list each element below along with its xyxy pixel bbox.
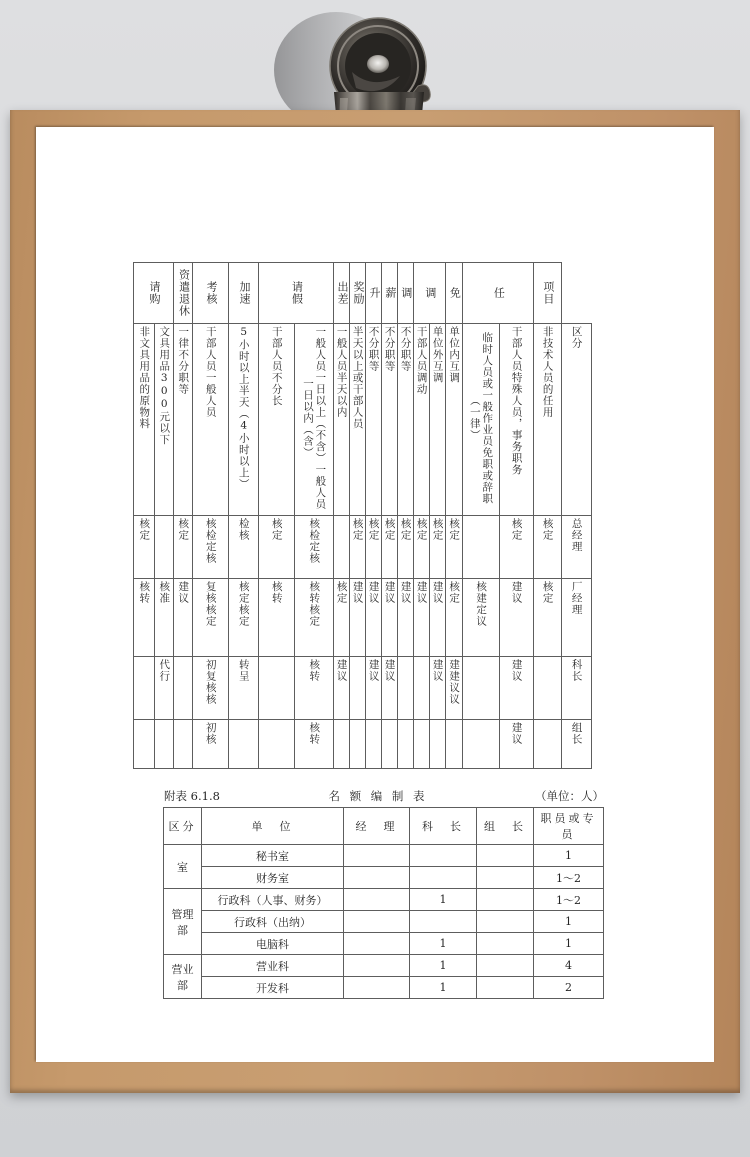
vertical-text: 资遣退休 bbox=[177, 269, 191, 317]
matrix-cell bbox=[349, 720, 365, 769]
roster-section-chief-cell: 1 bbox=[410, 889, 477, 911]
vertical-text: 一般人员一日以上（不含）一般人员一日以内（含） bbox=[302, 326, 327, 510]
vertical-text: 建议 bbox=[399, 581, 412, 605]
vertical-text: 核准 bbox=[158, 581, 171, 605]
matrix-cell bbox=[295, 579, 334, 657]
vertical-text: 核转 bbox=[138, 581, 151, 605]
roster-unit-cell: 行政科（人事、财务） bbox=[202, 889, 344, 911]
matrix-cell bbox=[397, 657, 413, 720]
matrix-cell bbox=[533, 516, 561, 579]
roster-manager-cell bbox=[344, 911, 410, 933]
matrix-scope-cell bbox=[413, 324, 429, 516]
vertical-text: 文具用品300元以下 bbox=[158, 326, 171, 446]
roster-section-cell: 管理部 bbox=[164, 889, 202, 955]
vertical-text: 核定 bbox=[541, 518, 554, 542]
vertical-text: 区分 bbox=[570, 326, 583, 349]
roster-column-header: 科 长 bbox=[410, 808, 477, 845]
matrix-cell bbox=[413, 516, 429, 579]
matrix-scope-cell bbox=[429, 324, 445, 516]
vertical-text: 非技术人员的任用 bbox=[541, 326, 554, 418]
matrix-cell bbox=[155, 657, 174, 720]
matrix-cell bbox=[397, 516, 413, 579]
matrix-cell bbox=[349, 657, 365, 720]
matrix-cell bbox=[193, 579, 229, 657]
roster-section-chief-cell: 1 bbox=[410, 977, 477, 999]
roster-manager-cell bbox=[344, 889, 410, 911]
vertical-text: 免 bbox=[448, 287, 462, 299]
matrix-scope-row bbox=[134, 324, 592, 516]
matrix-cell bbox=[397, 720, 413, 769]
table-row bbox=[164, 933, 604, 955]
matrix-cell bbox=[229, 657, 259, 720]
matrix-cell bbox=[295, 516, 334, 579]
vertical-text: 调 bbox=[399, 287, 413, 299]
vertical-text: 核定 bbox=[270, 518, 283, 542]
roster-staff-cell: 1 bbox=[534, 911, 604, 933]
vertical-text: 核建定议 bbox=[475, 581, 488, 628]
matrix-cell bbox=[462, 720, 499, 769]
matrix-group-header bbox=[349, 263, 365, 324]
matrix-cell bbox=[381, 516, 397, 579]
vertical-text: 非文具用品的原物料 bbox=[138, 326, 151, 430]
matrix-group-header bbox=[381, 263, 397, 324]
vertical-text: 代行 bbox=[158, 659, 171, 683]
vertical-text: 半天以上或干部人员 bbox=[351, 326, 364, 430]
vertical-text: 任 bbox=[492, 287, 506, 299]
matrix-cell bbox=[193, 516, 229, 579]
matrix-scope-cell bbox=[445, 324, 462, 516]
vertical-text: 核定 bbox=[177, 518, 190, 542]
matrix-group-header bbox=[445, 263, 462, 324]
roster-section-chief-cell: 1 bbox=[410, 955, 477, 977]
vertical-text: 核定 bbox=[399, 518, 412, 542]
matrix-cell bbox=[462, 516, 499, 579]
matrix-cell bbox=[462, 657, 499, 720]
vertical-text: 建议 bbox=[431, 659, 444, 683]
vertical-text: 核转 bbox=[270, 581, 283, 605]
roster-unit-cell: 财务室 bbox=[202, 867, 344, 889]
roster-manager-cell bbox=[344, 955, 410, 977]
vertical-text: 总经理 bbox=[570, 518, 583, 553]
roster-team-leader-cell bbox=[477, 911, 534, 933]
roster-manager-cell bbox=[344, 867, 410, 889]
roster-header-row bbox=[164, 808, 604, 845]
roster-column-header: 单 位 bbox=[202, 808, 344, 845]
roster-unit-cell: 开发科 bbox=[202, 977, 344, 999]
matrix-scope-cell bbox=[259, 324, 295, 516]
matrix-group-header bbox=[533, 263, 561, 324]
roster-manager-cell bbox=[344, 977, 410, 999]
vertical-text: 建议 bbox=[431, 581, 444, 605]
matrix-scope-cell bbox=[334, 324, 350, 516]
vertical-text: 核检定核 bbox=[204, 518, 217, 565]
roster-unit-cell: 电脑科 bbox=[202, 933, 344, 955]
vertical-text: 核定 bbox=[448, 518, 461, 542]
roster-manager-cell bbox=[344, 845, 410, 867]
vertical-text: 建议 bbox=[367, 659, 380, 683]
vertical-text: 建议 bbox=[335, 659, 348, 683]
matrix-cell bbox=[134, 657, 155, 720]
matrix-scope-cell bbox=[381, 324, 397, 516]
vertical-text: 不分职等 bbox=[383, 326, 396, 372]
vertical-text: 调 bbox=[423, 287, 437, 299]
vertical-text: 核定 bbox=[431, 518, 444, 542]
matrix-cell bbox=[429, 579, 445, 657]
vertical-text: 核定 bbox=[335, 581, 348, 605]
roster-unit-cell: 营业科 bbox=[202, 955, 344, 977]
vertical-text: 建议 bbox=[510, 722, 523, 746]
table-row bbox=[164, 911, 604, 933]
matrix-cell bbox=[193, 720, 229, 769]
matrix-cell bbox=[334, 579, 350, 657]
headcount-table bbox=[163, 807, 604, 999]
roster-column-header: 区分 bbox=[164, 808, 202, 845]
vertical-text: 一律不分职等 bbox=[177, 326, 190, 395]
matrix-cell bbox=[193, 657, 229, 720]
matrix-cell bbox=[334, 720, 350, 769]
roster-staff-cell: 4 bbox=[534, 955, 604, 977]
matrix-cell bbox=[295, 720, 334, 769]
matrix-cell bbox=[365, 579, 381, 657]
matrix-group-header bbox=[413, 263, 445, 324]
vertical-text: 核定 bbox=[510, 518, 523, 542]
matrix-cell bbox=[533, 579, 561, 657]
roster-column-header: 经 理 bbox=[344, 808, 410, 845]
roster-team-leader-cell bbox=[477, 889, 534, 911]
matrix-cell bbox=[349, 579, 365, 657]
matrix-cell bbox=[397, 579, 413, 657]
matrix-group-header bbox=[229, 263, 259, 324]
vertical-text: 初复核核 bbox=[204, 659, 217, 706]
matrix-group-header bbox=[397, 263, 413, 324]
roster-column-header: 组 长 bbox=[477, 808, 534, 845]
roster-section-chief-cell: 1 bbox=[410, 933, 477, 955]
matrix-cell bbox=[155, 516, 174, 579]
matrix-cell bbox=[155, 720, 174, 769]
matrix-group-header-row bbox=[134, 263, 592, 324]
roster-team-leader-cell bbox=[477, 845, 534, 867]
matrix-cell bbox=[174, 579, 193, 657]
matrix-cell bbox=[462, 579, 499, 657]
matrix-row bbox=[134, 720, 592, 769]
roster-team-leader-cell bbox=[477, 977, 534, 999]
vertical-text: 单位外互调 bbox=[431, 326, 444, 384]
vertical-text: 请假 bbox=[290, 281, 304, 305]
vertical-text: 复核核定 bbox=[204, 581, 217, 628]
vertical-text: 建议 bbox=[510, 581, 523, 605]
matrix-cell bbox=[229, 516, 259, 579]
matrix-cell bbox=[259, 516, 295, 579]
vertical-text: 建议 bbox=[383, 659, 396, 683]
matrix-cell bbox=[259, 579, 295, 657]
matrix-cell bbox=[499, 579, 533, 657]
matrix-cell bbox=[334, 657, 350, 720]
vertical-text: 核检定核 bbox=[308, 518, 321, 565]
matrix-cell bbox=[413, 720, 429, 769]
vertical-text: 建议 bbox=[510, 659, 523, 683]
matrix-cell bbox=[259, 720, 295, 769]
matrix-cell bbox=[174, 657, 193, 720]
vertical-text: 组长 bbox=[570, 722, 583, 746]
table-row bbox=[164, 845, 604, 867]
matrix-cell bbox=[229, 579, 259, 657]
vertical-text: 干部人员调动 bbox=[415, 326, 428, 395]
matrix-row bbox=[134, 516, 592, 579]
matrix-group-header bbox=[174, 263, 193, 324]
matrix-cell bbox=[134, 579, 155, 657]
matrix-cell bbox=[533, 657, 561, 720]
matrix-cell bbox=[365, 516, 381, 579]
headcount-table-caption bbox=[164, 788, 604, 804]
roster-column-header: 职员或专员 bbox=[534, 808, 604, 845]
table-row bbox=[164, 977, 604, 999]
roster-team-leader-cell bbox=[477, 867, 534, 889]
matrix-cell bbox=[499, 516, 533, 579]
matrix-cell bbox=[445, 657, 462, 720]
vertical-text: 临时人员或一般作业员免职或辞职（一律） bbox=[468, 331, 494, 505]
matrix-scope-cell bbox=[193, 324, 229, 516]
vertical-text: 建议 bbox=[415, 581, 428, 605]
matrix-cell bbox=[349, 516, 365, 579]
vertical-text: 核转 bbox=[308, 722, 321, 746]
vertical-text: 检核 bbox=[237, 518, 250, 542]
matrix-cell bbox=[413, 579, 429, 657]
matrix-cell bbox=[295, 657, 334, 720]
matrix-group-header bbox=[259, 263, 334, 324]
roster-unit-cell: 行政科（出纳） bbox=[202, 911, 344, 933]
vertical-text: 不分职等 bbox=[399, 326, 412, 372]
caption-number: 附表 6.1.8 bbox=[164, 789, 220, 803]
vertical-text: 薪 bbox=[383, 287, 397, 299]
matrix-scope-cell bbox=[499, 324, 533, 516]
vertical-text: 不分职等 bbox=[367, 326, 380, 372]
matrix-cell bbox=[134, 720, 155, 769]
vertical-text: 核定 bbox=[448, 581, 461, 605]
vertical-text: 核定 bbox=[541, 581, 554, 605]
matrix-cell bbox=[445, 516, 462, 579]
document-content bbox=[36, 127, 714, 1062]
matrix-cell bbox=[381, 657, 397, 720]
matrix-cell bbox=[429, 516, 445, 579]
matrix-scope-cell bbox=[155, 324, 174, 516]
matrix-group-header bbox=[334, 263, 350, 324]
matrix-cell bbox=[174, 720, 193, 769]
vertical-text: 奖励 bbox=[351, 281, 365, 305]
roster-staff-cell: 1～2 bbox=[534, 889, 604, 911]
vertical-text: 干部人员特殊人员，事务职务 bbox=[510, 326, 523, 476]
vertical-text: 转呈 bbox=[237, 659, 250, 683]
roster-team-leader-cell bbox=[477, 955, 534, 977]
matrix-cell bbox=[155, 579, 174, 657]
matrix-cell bbox=[499, 657, 533, 720]
matrix-cell bbox=[134, 516, 155, 579]
vertical-text: 请购 bbox=[147, 281, 161, 305]
vertical-text: 核转 bbox=[308, 659, 321, 683]
vertical-text: 厂经理 bbox=[570, 581, 583, 616]
roster-team-leader-cell bbox=[477, 933, 534, 955]
matrix-role-cell bbox=[561, 516, 591, 579]
vertical-text: 升 bbox=[367, 287, 381, 299]
authority-matrix-table bbox=[133, 262, 592, 769]
matrix-group-header bbox=[193, 263, 229, 324]
caption-title: 名 额 编 制 表 bbox=[328, 789, 428, 803]
matrix-group-header bbox=[134, 263, 174, 324]
matrix-scope-cell bbox=[397, 324, 413, 516]
vertical-text: 单位内互调 bbox=[448, 326, 461, 384]
roster-section-cell: 营业部 bbox=[164, 955, 202, 999]
vertical-text: 建议 bbox=[177, 581, 190, 605]
matrix-cell bbox=[499, 720, 533, 769]
vertical-text: 加速 bbox=[237, 281, 251, 305]
vertical-text: 建建议议 bbox=[448, 659, 461, 706]
vertical-text: 核转核定 bbox=[308, 581, 321, 628]
vertical-text: 核定 bbox=[367, 518, 380, 542]
vertical-text: 干部人员一般人员 bbox=[204, 326, 217, 418]
table-row bbox=[164, 867, 604, 889]
matrix-scope-cell bbox=[561, 324, 591, 516]
caption-unit: （单位：人） bbox=[535, 789, 604, 803]
table-row bbox=[164, 889, 604, 911]
matrix-cell bbox=[381, 579, 397, 657]
vertical-text: 核定 bbox=[415, 518, 428, 542]
vertical-text: 一般人员半天以内 bbox=[335, 326, 348, 418]
vertical-text: 干部人员不分长 bbox=[270, 326, 283, 407]
matrix-group-header bbox=[462, 263, 533, 324]
matrix-scope-cell bbox=[462, 324, 499, 516]
roster-staff-cell: 1 bbox=[534, 933, 604, 955]
matrix-cell bbox=[413, 657, 429, 720]
matrix-scope-cell bbox=[174, 324, 193, 516]
roster-staff-cell: 1 bbox=[534, 845, 604, 867]
roster-unit-cell: 秘书室 bbox=[202, 845, 344, 867]
matrix-role-cell bbox=[561, 720, 591, 769]
matrix-role-cell bbox=[561, 579, 591, 657]
matrix-scope-cell bbox=[349, 324, 365, 516]
vertical-text: 建议 bbox=[367, 581, 380, 605]
roster-section-cell: 室 bbox=[164, 845, 202, 889]
roster-section-chief-cell bbox=[410, 911, 477, 933]
matrix-cell bbox=[365, 657, 381, 720]
vertical-text: 初核 bbox=[204, 722, 217, 746]
matrix-cell bbox=[445, 720, 462, 769]
roster-section-chief-cell bbox=[410, 867, 477, 889]
vertical-text: 5小时以上半天（4小时以上） bbox=[237, 326, 250, 490]
vertical-text: 出差 bbox=[335, 281, 349, 305]
roster-staff-cell: 1～2 bbox=[534, 867, 604, 889]
matrix-scope-cell bbox=[365, 324, 381, 516]
roster-section-chief-cell bbox=[410, 845, 477, 867]
matrix-scope-cell bbox=[229, 324, 259, 516]
matrix-cell bbox=[533, 720, 561, 769]
roster-staff-cell: 2 bbox=[534, 977, 604, 999]
matrix-cell bbox=[445, 579, 462, 657]
vertical-text: 核定 bbox=[383, 518, 396, 542]
vertical-text: 核定 bbox=[138, 518, 151, 542]
table-row bbox=[164, 955, 604, 977]
roster-manager-cell bbox=[344, 933, 410, 955]
matrix-cell bbox=[381, 720, 397, 769]
matrix-cell bbox=[365, 720, 381, 769]
vertical-text: 项目 bbox=[541, 281, 555, 305]
matrix-cell bbox=[174, 516, 193, 579]
matrix-row bbox=[134, 579, 592, 657]
vertical-text: 建议 bbox=[383, 581, 396, 605]
matrix-cell bbox=[334, 516, 350, 579]
vertical-text: 核定 bbox=[351, 518, 364, 542]
matrix-scope-cell bbox=[134, 324, 155, 516]
matrix-cell bbox=[429, 657, 445, 720]
matrix-scope-cell bbox=[295, 324, 334, 516]
matrix-cell bbox=[229, 720, 259, 769]
vertical-text: 考核 bbox=[204, 281, 218, 305]
matrix-cell bbox=[259, 657, 295, 720]
matrix-group-header bbox=[365, 263, 381, 324]
matrix-cell bbox=[429, 720, 445, 769]
vertical-text: 核定核定 bbox=[237, 581, 250, 628]
matrix-scope-cell bbox=[533, 324, 561, 516]
vertical-text: 建议 bbox=[351, 581, 364, 605]
matrix-row bbox=[134, 657, 592, 720]
matrix-role-cell bbox=[561, 657, 591, 720]
vertical-text: 科长 bbox=[570, 659, 583, 683]
